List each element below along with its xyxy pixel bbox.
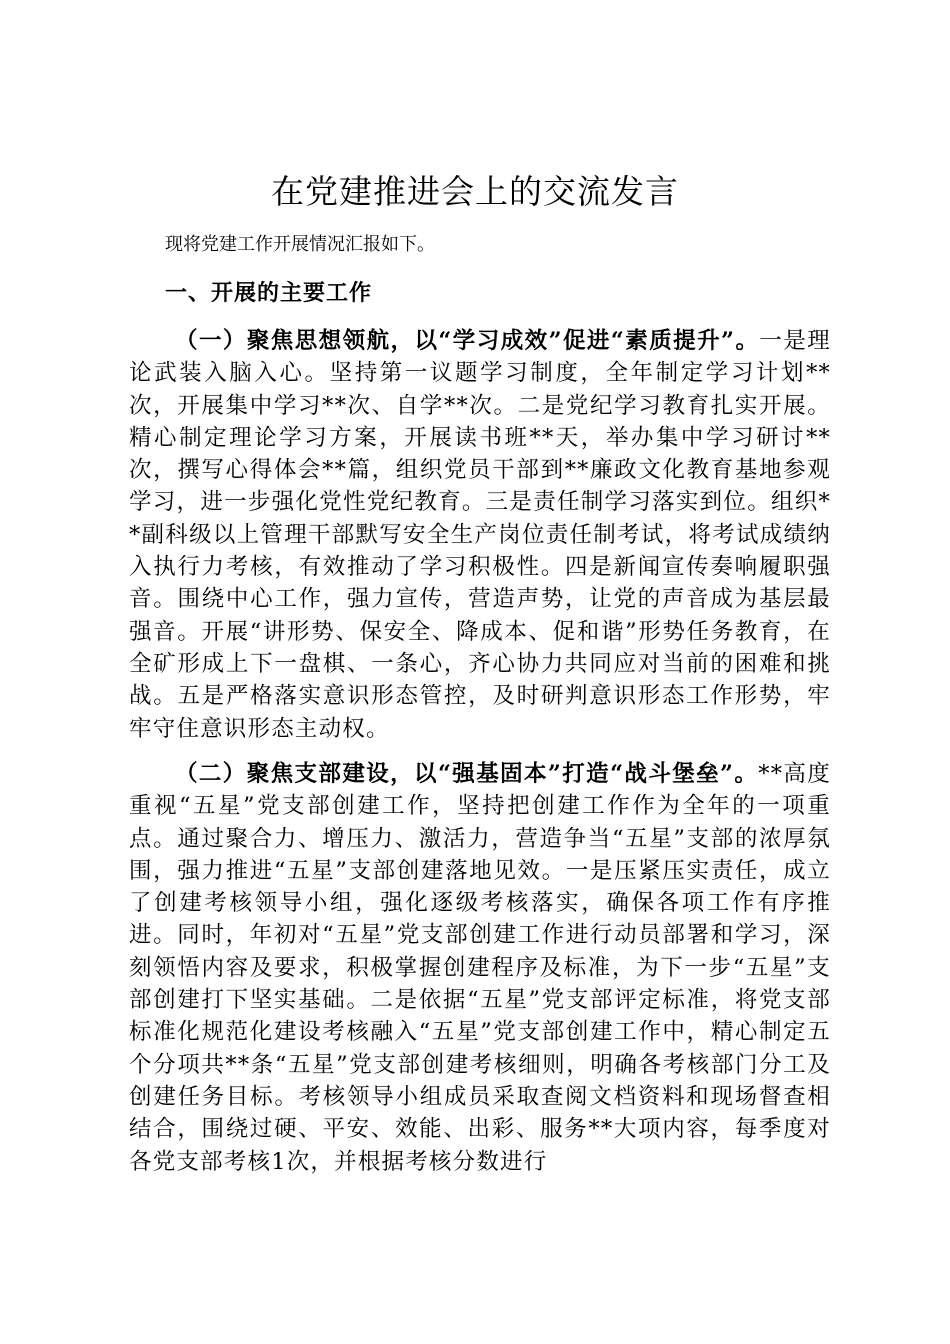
document-title: 在党建推进会上的交流发言: [271, 172, 679, 211]
paragraph-body: 一是理论武装入脑入心。坚持第一议题学习制度，全年制定学习计划**次，开展集中学习**次、自学**次。二是党纪学习教育扎实开展。精心制定理论学习方案，开展读书班**天，举办集中学习研讨**次，撰写心得体会**篇，组织党员干部到**廉政文化教育基地参观学习，进一步强化党性党纪教育。三是责任制学习落实到位。组织**副科级以上管理干部默写安全生产岗位责任制考试，将考试成绩纳入执行力考核，有效推动了学习积极性。四是新闻宣传奏响履职强音。围绕中心工作，强力宣传，营造声势，让党的声音成为基层最强音。开展“讲形势、保安全、降成本、促和谐”形势任务教育，在全矿形成上下一盘棋、一条心，齐心协力共同应对当前的困难和挑战。五是严格落实意识形态管控，及时研判意识形态工作形势，牢牢守住意识形态主动权。: [129, 328, 832, 742]
paragraph-body: **高度重视“五星”党支部创建工作，坚持把创建工作作为全年的一项重点。通过聚合力、增压力、激活力，营造争当“五星”支部的浓厚氛围，强力推进“五星”支部创建落地见效。一是压紧压实责任，成立了创建考核领导小组，强化逐级考核落实，确保各项工作有序推进。同时，年初对“五星”党支部创建工作进行动员部署和学习，深刻领悟内容及要求，积极掌握创建程序及标准，为下一步“五星”支部创建打下坚实基础。二是依据“五星”党支部评定标准，将党支部标准化规范化建设考核融入“五星”党支部创建工作中，精心制定五个分项共**条“五星”党支部创建考核细则，明确各考核部门分工及创建任务目标。考核领导小组成员采取查阅文档资料和现场督查相结合，围绕过硬、平安、效能、出彩、服务**大项内容，每季度对各党支部考核1次，并根据考核分数进行: [129, 761, 831, 1175]
paragraph-branch-building: [129, 758, 831, 1178]
section-heading-main-work: 一、开展的主要工作: [165, 280, 373, 306]
intro-line: 现将党建工作开展情况汇报如下。: [165, 234, 435, 255]
paragraph-lead: （一）聚焦思想领航，以“学习成效”促进“素质提升”。: [175, 328, 760, 354]
paragraph-thought-leadership: [129, 325, 831, 745]
paragraph-lead: （二）聚焦支部建设，以“强基固本”打造“战斗堡垒”。: [175, 761, 759, 787]
